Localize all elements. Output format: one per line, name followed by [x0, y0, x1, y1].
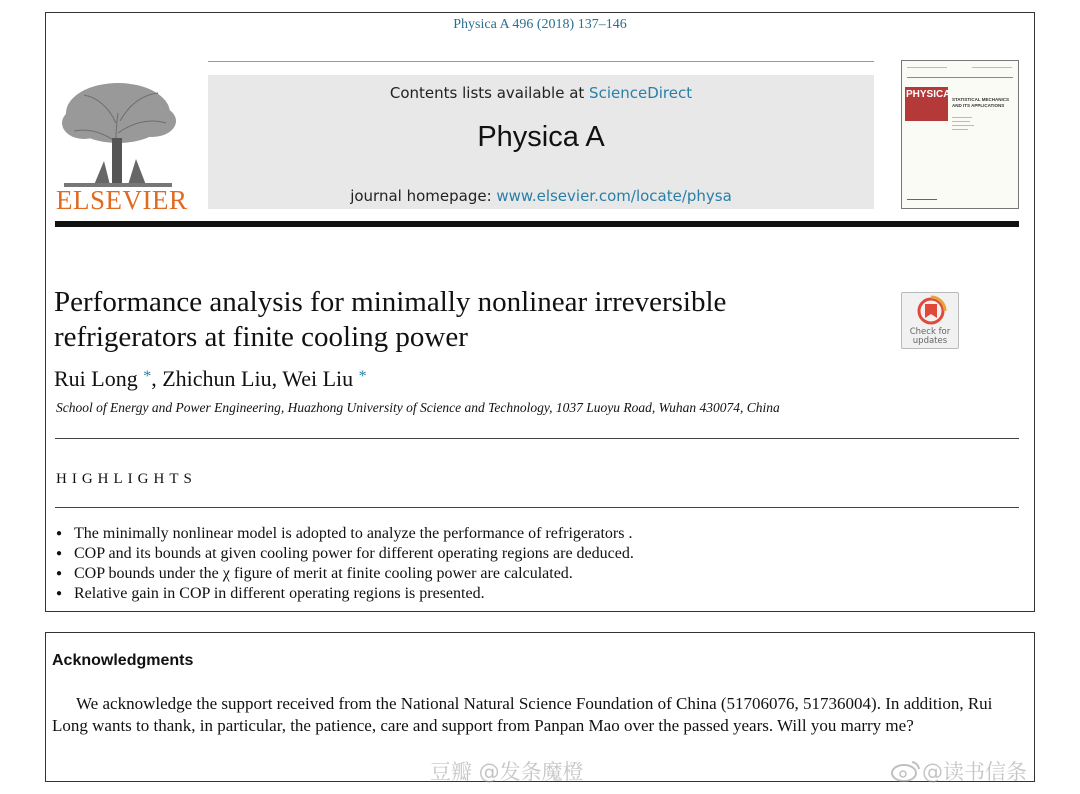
check-updates-label: Check for updates [909, 327, 951, 346]
check-updates-icon [902, 293, 960, 329]
highlight-item: ● Relative gain in COP in different operating regions is presented. [54, 584, 634, 604]
paper-title [54, 285, 874, 355]
highlight-item: ● COP and its bounds at given cooling power for different operating regions are deduced. [54, 544, 634, 564]
contents-prefix: Contents lists available at [389, 84, 590, 102]
acknowledgments-heading: Acknowledgments [52, 652, 194, 669]
journal-masthead [208, 75, 874, 209]
paper-title-line-1: Performance analysis for minimally nonlinear irreversible [54, 286, 727, 318]
sciencedirect-link[interactable]: ScienceDirect [589, 84, 693, 102]
journal-homepage-link[interactable]: www.elsevier.com/locate/physa [496, 187, 732, 205]
author-name[interactable]: Rui Long [54, 366, 138, 391]
elsevier-wordmark: ELSEVIER [56, 185, 188, 215]
cover-title: PHYSICA [906, 89, 951, 100]
author-name[interactable]: Zhichun Liu [162, 366, 272, 391]
article-header-panel [45, 12, 1035, 612]
author-list: Rui Long *, Zhichun Liu, Wei Liu * [54, 366, 367, 391]
author-name[interactable]: Wei Liu [282, 366, 354, 391]
section-divider [55, 438, 1019, 439]
journal-citation[interactable]: Physica A 496 (2018) 137–146 [453, 17, 627, 32]
homepage-prefix: journal homepage: [350, 187, 497, 205]
corresponding-author-marker[interactable]: * [143, 368, 152, 385]
author-affiliation: School of Energy and Power Engineering, Huazhong University of Science and Technology, 1037 Luoyu Road, Wuhan 430074, China [56, 400, 780, 415]
journal-title: Physica A [477, 121, 605, 153]
highlights-heading: HIGHLIGHTS [56, 471, 197, 487]
weibo-icon [890, 759, 922, 783]
highlights-list [54, 524, 634, 604]
watermark-right [890, 756, 1027, 786]
acknowledgments-body: We acknowledge the support received from the National Natural Science Foundation of China (51706076, 51736004). In addition, Rui Long wants to thank, in particular, the patience, care and support from Panpan Mao over the passed years. Will you marry me? [52, 694, 993, 735]
contents-line [208, 84, 874, 102]
header-thick-rule [55, 221, 1019, 227]
paper-title-line-2: refrigerators at finite cooling power [54, 321, 468, 353]
highlight-item: ● The minimally nonlinear model is adopted to analyze the performance of refrigerators . [54, 524, 634, 544]
highlight-item: ● COP bounds under the χ figure of merit at finite cooling power are calculated. [54, 564, 634, 584]
watermark-right-text: @读书信条 [922, 760, 1027, 784]
homepage-line [208, 187, 874, 205]
journal-cover-thumbnail[interactable] [901, 60, 1019, 209]
masthead-top-rule [208, 61, 874, 62]
section-divider [55, 507, 1019, 508]
corresponding-author-marker[interactable]: * [358, 368, 367, 385]
watermark-left: 豆瓣 @发条魔橙 [430, 760, 584, 784]
check-for-updates-button[interactable] [901, 292, 959, 349]
cover-subtitle: STATISTICAL MECHANICS AND ITS APPLICATIONS [952, 97, 1009, 108]
